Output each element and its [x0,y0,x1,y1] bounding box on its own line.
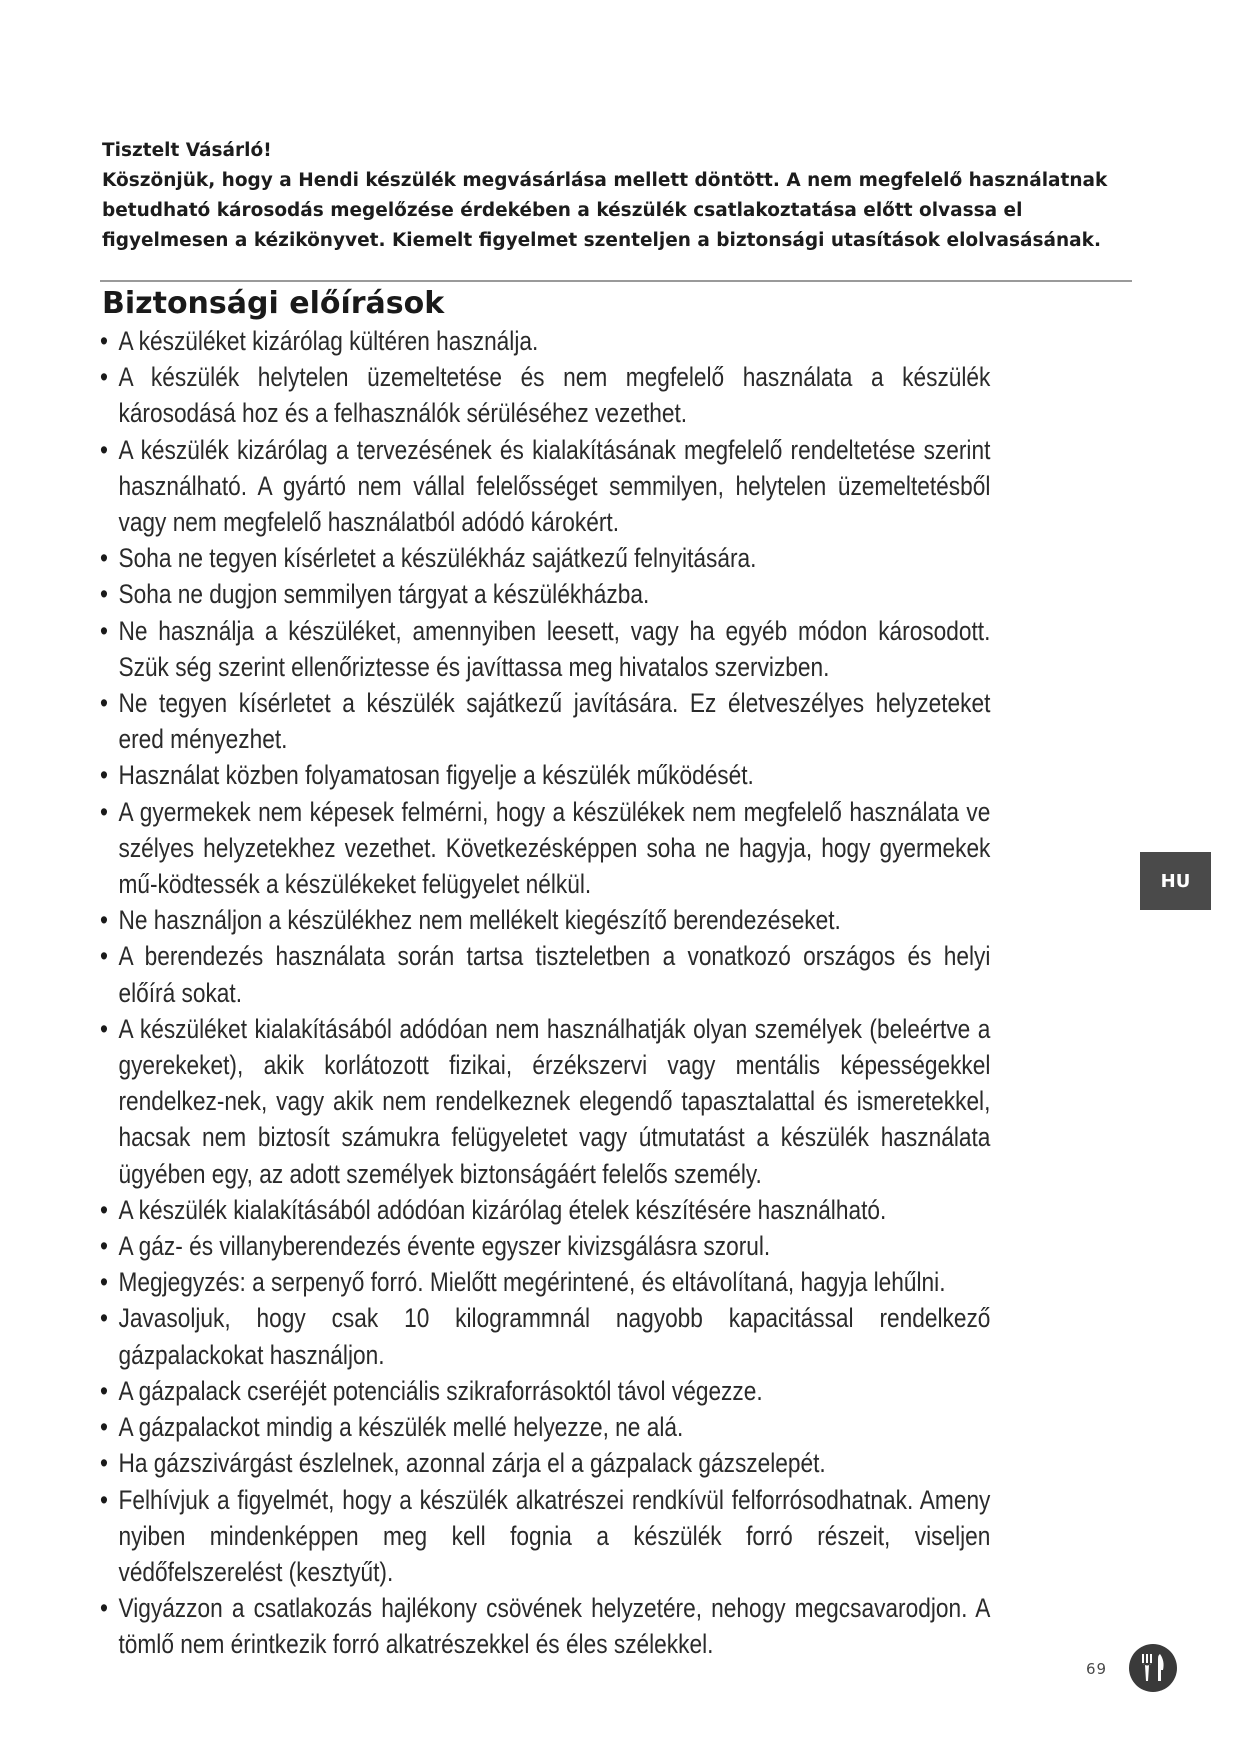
bullet-icon: • [100,905,108,936]
list-item-text: Vigyázzon a csatlakozás hajlékony csövének helyzetére, nehogy megcsavarodjon. A tömlő nem érintkezik forró alkatrészekkel és éles szélekkel. [118,1593,991,1660]
bullet-icon: • [100,1412,108,1443]
list-item [100,1011,990,1192]
language-tab-label: HU [1160,870,1191,892]
bullet-icon: • [100,1593,108,1624]
bullet-icon: • [100,688,108,719]
list-item [100,757,990,793]
list-item [100,432,990,541]
bullet-icon: • [100,796,108,827]
bullet-icon: • [100,543,108,574]
list-item [100,576,990,612]
list-item [100,1409,990,1445]
list-item [100,1300,990,1372]
bullet-icon: • [100,1231,108,1262]
list-item-text: Ne tegyen kísérletet a készülék sajátkezű javítására. Ez életveszélyes helyzeteket ered ményezhet. [118,688,991,755]
bullet-icon: • [100,1448,108,1479]
list-item [100,938,990,1010]
list-item [100,1373,990,1409]
list-item [100,794,990,903]
bullet-icon: • [100,941,108,972]
bullet-icon: • [100,326,108,356]
list-item-text: A készüléket kialakításából adódóan nem használhatják olyan személyek (beleértve a gyerekeket), akik korlátozott fizikai, érzékszervi vagy mentális képességekkel rendelkez-nek, vagy akik nem rendelkeznek elegendő tapasztalattal és ismeretekkel, hacsak nem biztosít számukra felügyeletet vagy útmutatást a készülék használata ügyében egy, az adott személyek biztonságáért felelős személy. [118,1013,991,1189]
list-item [100,323,990,359]
bullet-icon: • [100,760,108,791]
list-item-text: A berendezés használata során tartsa tiszteletben a vonatkozó országos és helyi előírá sokat. [118,941,991,1008]
language-tab-hu [1140,852,1211,910]
bullet-icon: • [100,579,108,610]
list-item-text: A készülék kizárólag a tervezésének és kialakításának megfelelő rendeltetése szerint használható. A gyártó nem vállal felelősséget semmilyen, helytelen üzemeltetésből vagy nem megfelelő használatból adódó károkért. [118,434,991,538]
list-item-text: A készüléket kizárólag kültéren használja. [118,326,539,356]
bullet-icon: • [100,434,108,465]
section-title: Biztonsági előírások [102,286,445,321]
bullet-icon: • [100,1484,108,1515]
bullet-icon: • [100,1013,108,1044]
bullet-icon: • [100,1303,108,1334]
bullet-icon: • [100,1375,108,1406]
fork-knife-logo-icon [1128,1643,1178,1693]
bullet-icon: • [100,1267,108,1298]
bullet-icon: • [100,1194,108,1225]
list-item-text: Ha gázszivárgást észlelnek, azonnal zárja el a gázpalack gázszelepét. [118,1448,826,1479]
list-item [100,1192,990,1228]
list-item-text: Megjegyzés: a serpenyő forró. Mielőtt megérintené, és eltávolítaná, hagyja lehűlni. [118,1267,946,1298]
list-item-text: Használat közben folyamatosan figyelje a készülék működését. [118,760,754,791]
section-divider [100,280,1132,282]
list-item-text: A készülék helytelen üzemeltetése és nem megfelelő használata a készülék károsodásá hoz és a felhasználók sérüléséhez vezethet. [118,362,991,429]
list-item [100,540,990,576]
intro-block [102,136,1142,256]
page-number: 69 [1086,1660,1108,1678]
list-item-text: Javasoljuk, hogy csak 10 kilogrammnál nagyobb kapacitással rendelkező gázpalackokat használjon. [118,1303,991,1370]
list-item [100,1228,990,1264]
list-item [100,1590,990,1662]
list-item-text: A készülék kialakításából adódóan kizárólag ételek készítésére használható. [118,1194,887,1225]
greeting: Tisztelt Vásárló! [102,140,272,161]
safety-list [100,323,990,1663]
bullet-icon: • [100,615,108,646]
list-item-text: Soha ne dugjon semmilyen tárgyat a készülékházba. [118,579,650,610]
list-item [100,613,990,685]
list-item [100,685,990,757]
list-item-text: Felhívjuk a figyelmét, hogy a készülék alkatrészei rendkívül felforrósodhatnak. Ameny nyiben mindenképpen meg kell fognia a készülék forró részeit, viseljen védőfelszerelést (kesztyűt). [118,1484,991,1587]
list-item [100,1482,990,1591]
intro-text: Köszönjük, hogy a Hendi készülék megvásárlása mellett döntött. A nem megfelelő használatnak betudható károsodás megelőzése érdekében a készülék csatlakoztatása előtt olvassa el figyelmesen a kézikönyvet. Kiemelt figyelmet szenteljen a biztonsági utasítások elolvasásának. [102,170,1108,251]
list-item [100,902,990,938]
list-item-text: Soha ne tegyen kísérletet a készülékház sajátkezű felnyitására. [118,543,757,574]
list-item [100,359,990,431]
list-item-text: Ne használja a készüléket, amennyiben leesett, vagy ha egyéb módon károsodott. Szük ség szerint ellenőriztesse és javíttassa meg hivatalos szervizben. [118,615,991,682]
list-item [100,1445,990,1481]
list-item [100,1264,990,1300]
list-item-text: A gáz- és villanyberendezés évente egyszer kivizsgálásra szorul. [118,1231,771,1262]
list-item-text: A gázpalack cseréjét potenciális szikraforrásoktól távol végezze. [118,1375,763,1406]
list-item-text: A gyermekek nem képesek felmérni, hogy a készülékek nem megfelelő használata ve szélyes helyzetekhez vezethet. Következésképpen soha ne hagyja, hogy gyermekek mű-ködtessék a készülékeket felügyelet nélkül. [118,796,991,900]
list-item-text: Ne használjon a készülékhez nem mellékelt kiegészítő berendezéseket. [118,905,841,936]
bullet-icon: • [100,362,108,393]
list-item-text: A gázpalackot mindig a készülék mellé helyezze, ne alá. [118,1412,684,1443]
